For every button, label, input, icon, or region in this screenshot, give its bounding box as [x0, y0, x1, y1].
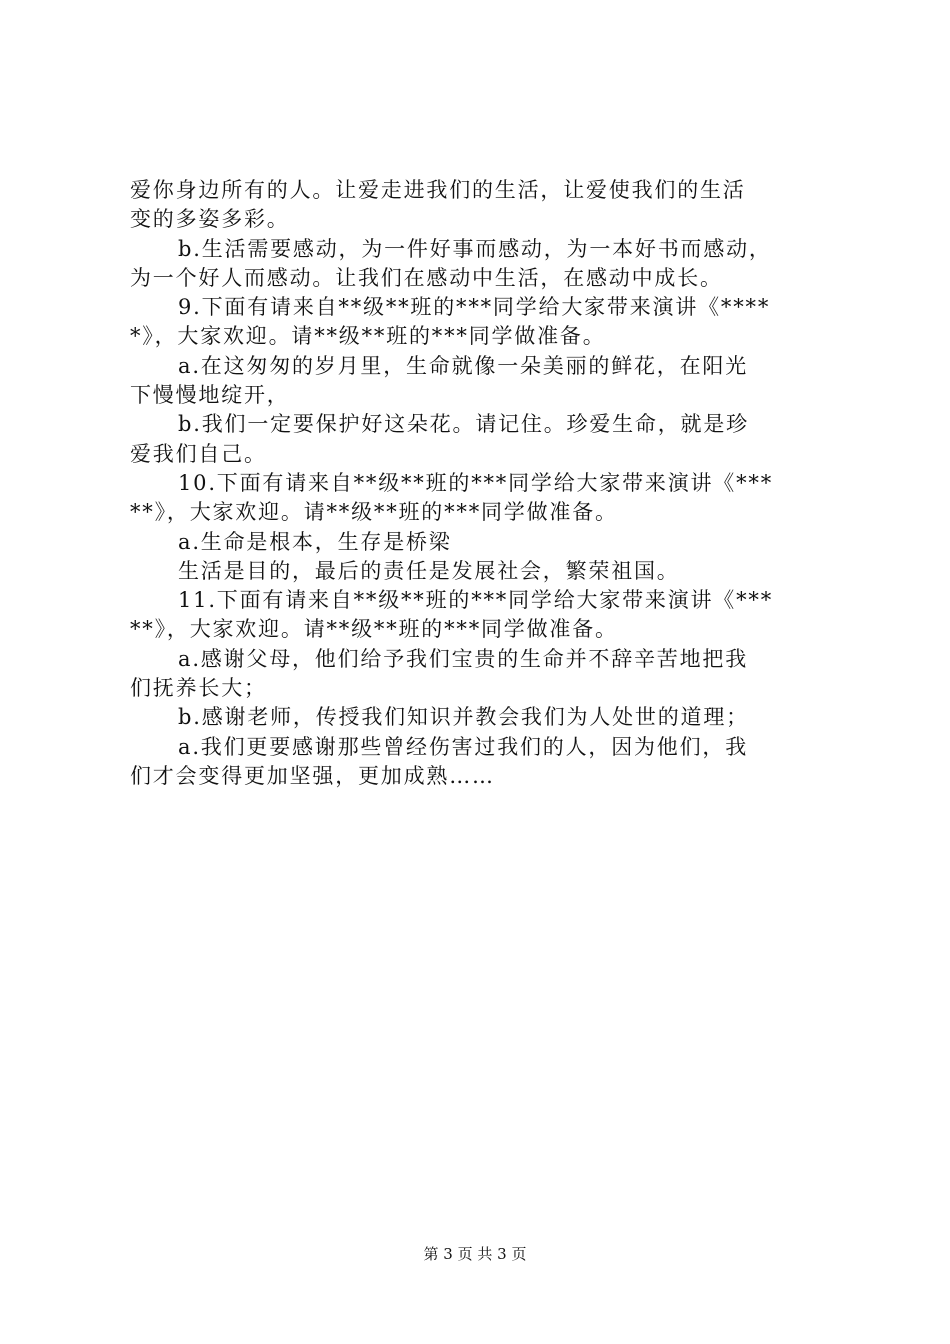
- text-line: 9.下面有请来自**级**班的***同学给大家带来演讲《****: [178, 295, 771, 320]
- text-line: a.在这匆匆的岁月里，生命就像一朵美丽的鲜花，在阳光: [178, 353, 748, 378]
- text-line: 11.下面有请来自**级**班的***同学给大家带来演讲《***: [178, 588, 773, 613]
- text-line: **》，大家欢迎。请**级**班的***同学做准备。: [130, 500, 618, 525]
- text-line: b.我们一定要保护好这朵花。请记住。珍爱生命，就是珍: [178, 412, 749, 437]
- text-line: *》，大家欢迎。请**级**班的***同学做准备。: [130, 324, 606, 349]
- text-line: a.感谢父母，他们给予我们宝贵的生命并不辞辛苦地把我: [178, 646, 748, 671]
- text-line: 们才会变得更加坚强，更加成熟……: [130, 763, 495, 788]
- text-line: 们抚养长大；: [130, 676, 267, 701]
- text-line: **》，大家欢迎。请**级**班的***同学做准备。: [130, 617, 618, 642]
- text-line: 变的多姿多彩。: [130, 207, 290, 232]
- text-line: b.生活需要感动，为一件好事而感动，为一本好书而感动，: [178, 236, 772, 261]
- document-body: [130, 176, 830, 791]
- text-line: a.生命是根本，生存是桥梁: [178, 529, 452, 554]
- text-line: b.感谢老师，传授我们知识并教会我们为人处世的道理；: [178, 705, 749, 730]
- text-line: 为一个好人而感动。让我们在感动中生活，在感动中成长。: [130, 265, 723, 290]
- text-line: 10.下面有请来自**级**班的***同学给大家带来演讲《***: [178, 470, 773, 495]
- text-line: a.我们更要感谢那些曾经伤害过我们的人，因为他们，我: [178, 734, 748, 759]
- text-line: 爱你身边所有的人。让爱走进我们的生活，让爱使我们的生活: [130, 178, 746, 202]
- text-line: 爱我们自己。: [130, 441, 267, 466]
- page-number-footer: 第 3 页 共 3 页: [423, 1245, 527, 1263]
- text-line: 生活是目的，最后的责任是发展社会，繁荣祖国。: [178, 558, 680, 583]
- text-line: 下慢慢地绽开，: [130, 383, 290, 408]
